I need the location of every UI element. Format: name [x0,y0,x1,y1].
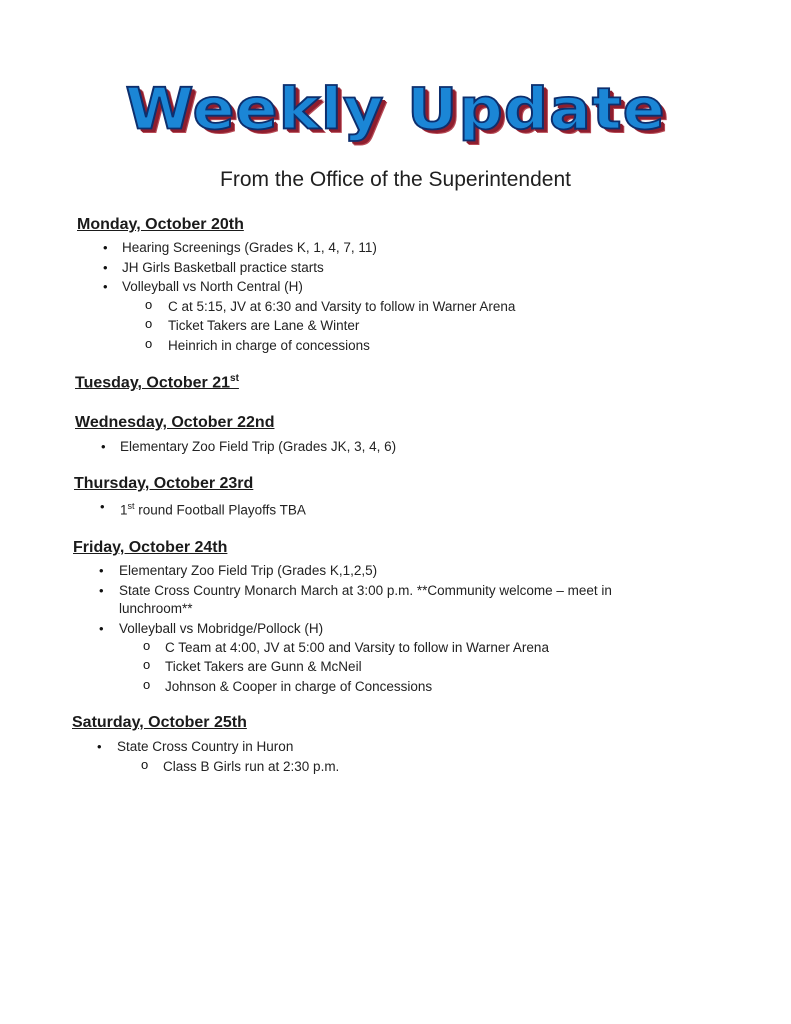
page-subtitle: From the Office of the Superintendent [220,168,571,191]
list-item: Elementary Zoo Field Trip (Grades JK, 3, 4, 6) [120,439,397,454]
bullet-icon: • [103,279,108,294]
list-item [120,497,306,520]
sub-list-item: Johnson & Cooper in charge of Concessions [165,679,433,694]
sub-bullet-icon: o [145,316,153,331]
sub-list-item: C at 5:15, JV at 6:30 and Varsity to follow in Warner Arena [168,299,516,314]
page-title: Weekly Update [125,74,666,143]
sub-list-item: Ticket Takers are Lane & Winter [168,318,360,333]
day-heading-saturday: Saturday, October 25th [72,714,247,731]
list-item-continuation: lunchroom** [119,601,193,616]
sub-list-item: Ticket Takers are Gunn & McNeil [165,659,362,674]
sub-bullet-icon: o [141,757,149,772]
day-heading-friday: Friday, October 24th [73,539,228,556]
bullet-icon: • [99,583,104,598]
list-item: JH Girls Basketball practice starts [122,260,324,275]
day-heading-monday: Monday, October 20th [77,216,244,233]
list-item: Volleyball vs North Central (H) [122,279,303,294]
sub-bullet-icon: o [145,336,153,351]
list-item: State Cross Country Monarch March at 3:00 p.m. **Community welcome – meet in [119,583,612,598]
sub-bullet-icon: o [143,677,151,692]
bullet-icon: • [100,499,105,514]
day-heading-text: Tuesday, October 21 [75,374,231,392]
sub-list-item: C Team at 4:00, JV at 5:00 and Varsity to follow in Warner Arena [165,640,549,655]
title-banner [0,74,791,143]
sub-list-item: Heinrich in charge of concessions [168,338,370,353]
day-heading-tuesday [75,373,239,392]
item-text: round Football Playoffs TBA [134,502,306,518]
sub-list-item: Class B Girls run at 2:30 p.m. [163,759,340,774]
sub-bullet-icon: o [143,638,151,653]
bullet-icon: • [99,621,104,636]
ordinal-suffix: st [230,373,239,384]
bullet-icon: • [103,260,108,275]
sub-bullet-icon: o [143,657,151,672]
item-number: 1 [120,502,128,518]
list-item: Volleyball vs Mobridge/Pollock (H) [119,621,324,636]
bullet-icon: • [99,563,104,578]
list-item: State Cross Country in Huron [117,739,294,754]
day-heading-wednesday: Wednesday, October 22nd [75,414,275,431]
day-heading-thursday: Thursday, October 23rd [74,475,254,492]
sub-bullet-icon: o [145,297,153,312]
ordinal-suffix: st [127,501,135,511]
bullet-icon: • [97,739,102,754]
bullet-icon: • [101,439,106,454]
bullet-icon: • [103,240,108,255]
list-item: Elementary Zoo Field Trip (Grades K,1,2,5) [119,563,378,578]
list-item: Hearing Screenings (Grades K, 1, 4, 7, 11) [122,240,377,255]
